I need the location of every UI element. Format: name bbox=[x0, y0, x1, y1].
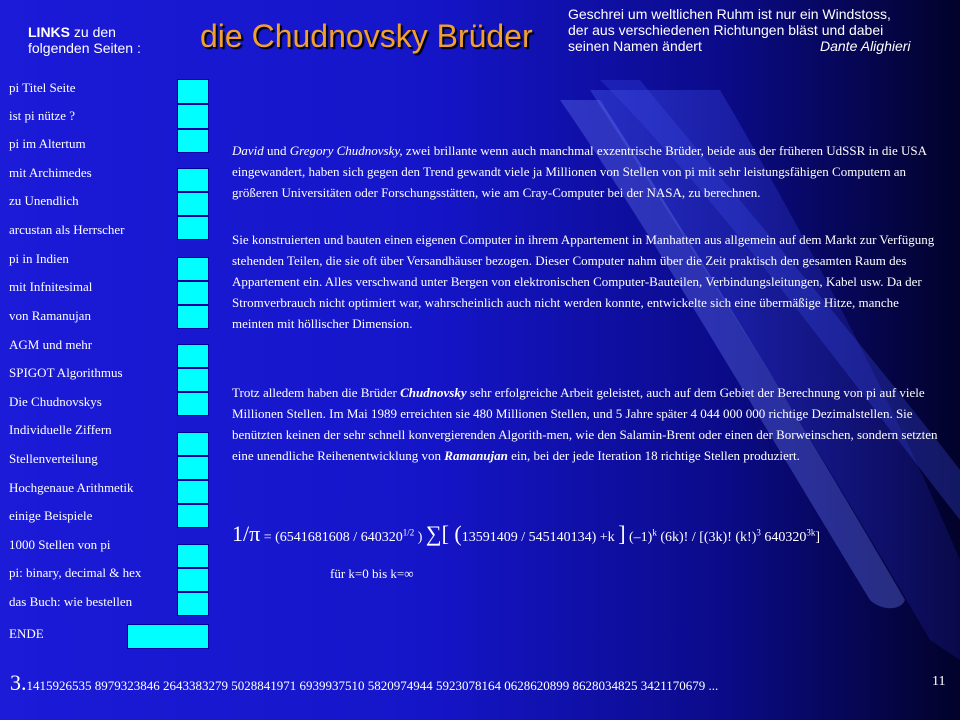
nav-item-1000-stellen[interactable]: 1000 Stellen von pi bbox=[9, 537, 111, 552]
nav-item-individuelle-ziffern[interactable]: Individuelle Ziffern bbox=[9, 422, 112, 437]
nav-button-ramanujan[interactable] bbox=[177, 305, 209, 329]
nav-button-ist-pi-nuetze[interactable] bbox=[177, 104, 209, 129]
nav-item-spigot[interactable]: SPIGOT Algorithmus bbox=[9, 365, 123, 380]
nav-item-unendlich[interactable]: zu Unendlich bbox=[9, 193, 79, 208]
nav-item-arcustan[interactable]: arcustan als Herrscher bbox=[9, 222, 125, 237]
nav-item-altertum[interactable]: pi im Altertum bbox=[9, 136, 86, 151]
nav-item-arithmetik[interactable]: Hochgenaue Arithmetik bbox=[9, 480, 134, 495]
nav-button-ende[interactable] bbox=[127, 624, 209, 649]
dante-quote: Geschrei um weltlichen Ruhm ist nur ein Windstoss, der aus verschiedenen Richtungen bläst und dabei seinen Namen ändert Dante Alighieri bbox=[568, 6, 911, 54]
nav-item-buch[interactable]: das Buch: wie bestellen bbox=[9, 594, 133, 609]
paragraph-intro: David und Gregory Chudnovsky, zwei brillante wenn auch manchmal exzentrische Brüder, beide aus der früheren UdSSR in die USA eingewandert, haben sich gegen den Trend gewandt viele ja Millionen von Stellen von pi mit sehr leistungsfähigen Computern an größeren Universitäten oder Forschungsstätten, wie am Cray-Computer bei der NASA, zu berechnen. bbox=[232, 143, 927, 200]
nav-item-binary-decimal-hex[interactable]: pi: binary, decimal & hex bbox=[9, 565, 142, 580]
nav-item-titel-seite[interactable]: pi Titel Seite bbox=[9, 80, 76, 95]
nav-item-ramanujan[interactable]: von Ramanujan bbox=[9, 308, 91, 323]
paragraph-results: Trotz alledem haben die Brüder Chudnovsky sehr erfolgreiche Arbeit geleistet, auch auf dem Gebiet der Berechnung von pi auf viele Millionen Stellen. Im Mai 1989 erreichten sie 480 Millionen Stellen, und 5 Jahre später 4 044 000 000 richtige Dezimalstellen. Sie benützten keinen der sehr schnell konvergierenden Algorith-men, wie den Salamin-Brent oder einen der Borweinschen, sondern setzten eine unendliche Reihenentwicklung von Ramanujan ein, bei der jede Iteration 18 richtige Stellen produziert. bbox=[232, 385, 938, 463]
nav-button-indien[interactable] bbox=[177, 257, 209, 281]
nav-button-buch[interactable] bbox=[177, 592, 209, 616]
nav-button-beispiele[interactable] bbox=[177, 504, 209, 528]
nav-item-infinitesimal[interactable]: mit Infnitesimal bbox=[9, 279, 93, 294]
links-heading: LINKS zu den folgenden Seiten : bbox=[28, 24, 141, 56]
nav-button-1000-stellen[interactable] bbox=[177, 544, 209, 568]
page-number: 11 bbox=[932, 674, 946, 689]
nav-item-stellenverteilung[interactable]: Stellenverteilung bbox=[9, 451, 98, 466]
nav-button-altertum[interactable] bbox=[177, 129, 209, 153]
nav-item-indien[interactable]: pi in Indien bbox=[9, 251, 69, 266]
formula-range: für k=0 bis k=∞ bbox=[330, 566, 414, 581]
nav-button-archimedes[interactable] bbox=[177, 168, 209, 192]
nav-button-infinitesimal[interactable] bbox=[177, 281, 209, 305]
quote-author: Dante Alighieri bbox=[820, 38, 911, 54]
chudnovsky-formula: $1/\pi = (6541681608 / 640320^{1/2}$ ) ∑[ (13591409 / 545140134) +k ] $(-1)^k$ (6k)! / [(3k)! $(k!)^3$ $640320^{3k}$] bbox=[232, 521, 821, 546]
page-title: die Chudnovsky Brüder bbox=[200, 18, 533, 54]
nav-item-beispiele[interactable]: einige Beispiele bbox=[9, 508, 93, 523]
nav-button-titel-seite[interactable] bbox=[177, 79, 209, 104]
pi-digits: 3.1415926535 8979323846 2643383279 5028841971 6939937510 5820974944 5923078164 0628620899 8628034825 3421170679 ... bbox=[10, 670, 719, 695]
nav-button-unendlich[interactable] bbox=[177, 192, 209, 216]
nav-button-arcustan[interactable] bbox=[177, 216, 209, 240]
paragraph-computer: Sie konstruierten und bauten einen eigenen Computer in ihrem Appartement in Manhatten aus allgemein auf dem Markt zur Verfügung stehenden Teilen, die sie oft über Versandhäuser bezogen. Dieser Computer nahm über die Zeit praktisch den gesamten Raum des Appartement ein. Alles verschwand unter Bergen von elektronischen Computer-Bauteilen, Verbindungsleitungen, Kabel usw. Da der Stromverbrauch nicht optimiert war, wahrscheinlich auch nicht werden konnte, entwickelte sich eine übermäßige Hitze, manche meinten mit höllischer Dimension. bbox=[232, 232, 935, 331]
nav-item-ende[interactable]: ENDE bbox=[9, 626, 44, 641]
nav-button-stellenverteilung[interactable] bbox=[177, 456, 209, 480]
nav-item-agm[interactable]: AGM und mehr bbox=[9, 337, 93, 352]
nav-button-binary-decimal-hex[interactable] bbox=[177, 568, 209, 592]
nav-button-spigot[interactable] bbox=[177, 368, 209, 392]
nav-button-chudnovskys[interactable] bbox=[177, 392, 209, 416]
nav-button-individuelle-ziffern[interactable] bbox=[177, 432, 209, 456]
nav-button-arithmetik[interactable] bbox=[177, 480, 209, 504]
nav-item-ist-pi-nuetze[interactable]: ist pi nütze ? bbox=[9, 108, 76, 123]
nav-item-archimedes[interactable]: mit Archimedes bbox=[9, 165, 92, 180]
nav-item-chudnovskys[interactable]: Die Chudnovskys bbox=[9, 394, 102, 409]
nav-button-agm[interactable] bbox=[177, 344, 209, 368]
